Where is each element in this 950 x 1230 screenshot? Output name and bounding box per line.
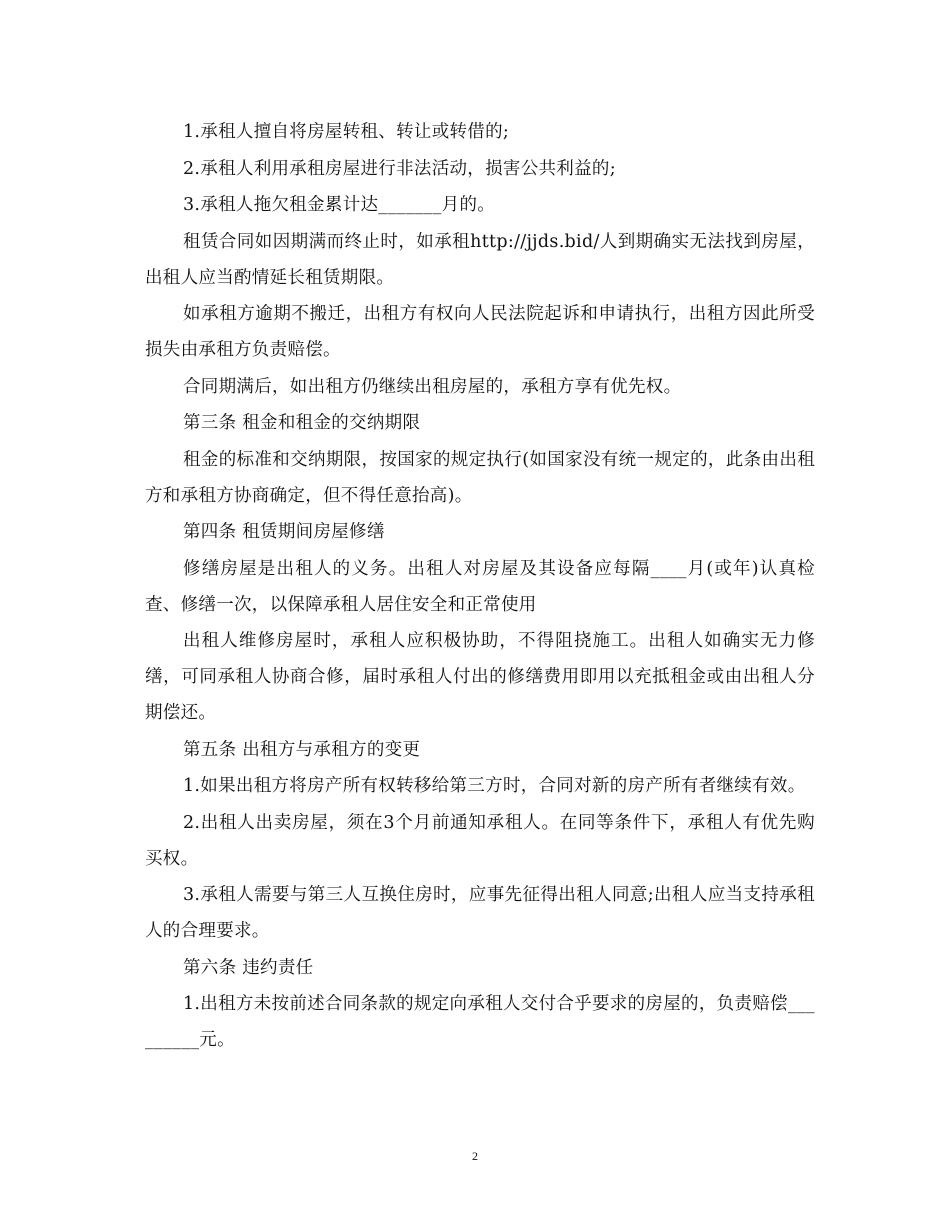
heading-article-3: 第三条 租金和租金的交纳期限 [183, 413, 421, 433]
paragraph-breach-1: 1.出租方未按前述合同条款的规定向承租人交付合乎要求的房屋的，负责赔偿_________元。 [145, 994, 815, 1050]
paragraph-change-1: 1.如果出租方将房产所有权转移给第三方时，合同对新的房产所有者继续有效。 [183, 776, 806, 796]
paragraph-clause-1: 1.承租人擅自将房屋转租、转让或转借的; [183, 122, 510, 142]
paragraph-clause-3: 3.承租人拖欠租金累计达_______月的。 [183, 195, 496, 215]
paragraph-rent-standard: 租金的标准和交纳期限，按国家的规定执行(如国家没有统一规定的，此条由出租方和承租方协商确定，但不得任意抬高)。 [145, 449, 815, 506]
paragraph-change-3: 3.承租人需要与第三人互换住房时，应事先征得出租人同意;出租人应当支持承租人的合理要求。 [145, 885, 815, 941]
heading-article-4: 第四条 租赁期间房屋修缮 [183, 522, 385, 542]
paragraph-clause-2: 2.承租人利用承租房屋进行非法活动，损害公共利益的; [183, 158, 616, 179]
page-number: 2 [472, 1149, 478, 1163]
paragraph-priority-right: 合同期满后，如出租方仍继续出租房屋的，承租方享有优先权。 [183, 376, 682, 397]
paragraph-overdue-move: 如承租方逾期不搬迁，出租方有权向人民法院起诉和申请执行，出租方因此所受损失由承租方负责赔偿。 [145, 304, 815, 360]
document-body [145, 114, 815, 1059]
heading-article-5: 第五条 出租方与承租方的变更 [183, 739, 421, 760]
paragraph-lease-expiry: 租赁合同如因期满而终止时，如承租http://jjds.bid/人到期确实无法找到房屋，出租人应当酌情延长租赁期限。 [145, 231, 815, 288]
heading-article-6: 第六条 违约责任 [183, 957, 314, 978]
paragraph-repair-duty: 修缮房屋是出租人的义务。出租人对房屋及其设备应每隔____月(或年)认真检查、修缮一次，以保障承租人居住安全和正常使用 [145, 558, 815, 615]
paragraph-repair-cooperation: 出租人维修房屋时，承租人应积极协助，不得阻挠施工。出租人如确实无力修缮，可同承租人协商合修，届时承租人付出的修缮费用即用以充抵租金或由出租人分期偿还。 [145, 631, 815, 723]
paragraph-change-2: 2.出租人出卖房屋，须在3个月前通知承租人。在同等条件下，承租人有优先购买权。 [145, 812, 815, 869]
